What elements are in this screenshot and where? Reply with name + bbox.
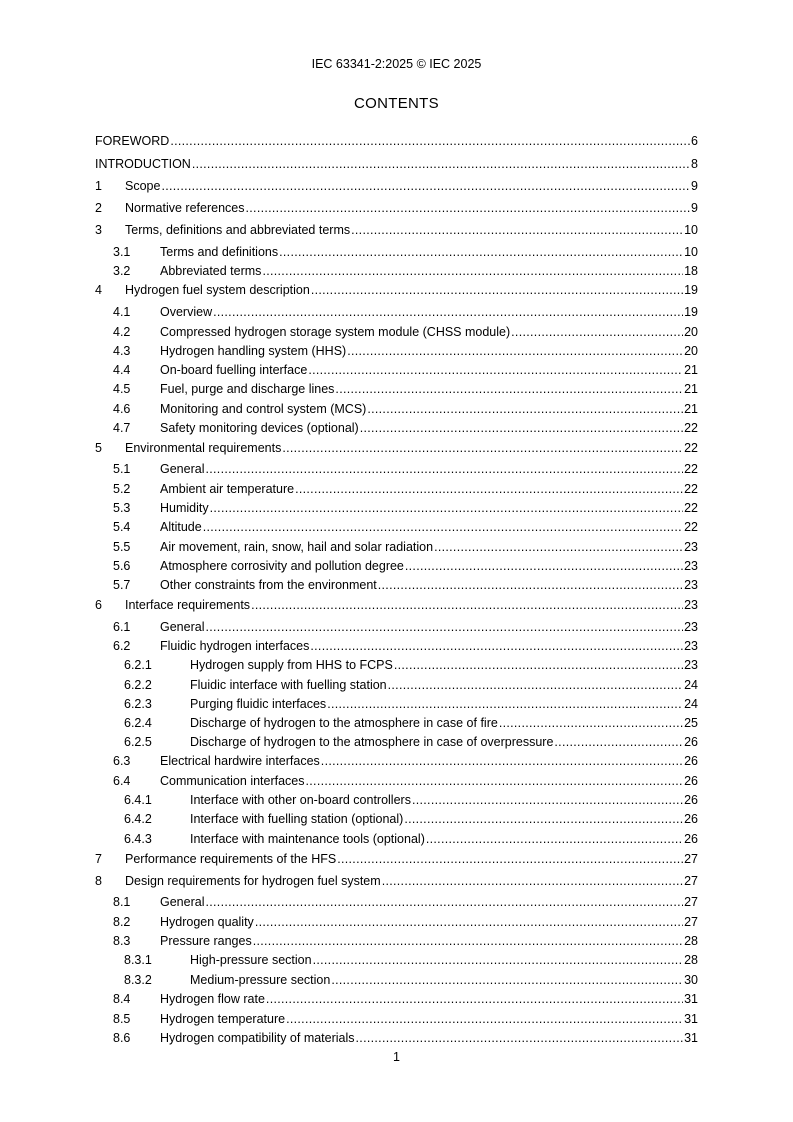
toc-entry[interactable] <box>113 753 698 769</box>
toc-entry[interactable] <box>113 914 698 930</box>
toc-entry-title: Abbreviated terms <box>160 264 262 278</box>
toc-leader-dots <box>313 952 684 968</box>
toc-leader-dots <box>426 831 683 847</box>
toc-entry-number: 5.7 <box>113 578 131 592</box>
toc-entry-page: 9 <box>691 179 698 193</box>
toc-entry-number: 5.6 <box>113 559 131 573</box>
toc-entry-page: 8 <box>691 157 698 171</box>
toc-entry-number: 2 <box>95 201 102 215</box>
toc-entry-title: Pressure ranges <box>160 934 252 948</box>
toc-entry[interactable] <box>95 178 698 194</box>
toc-entry-page: 23 <box>684 620 698 634</box>
toc-entry-number: 6.2 <box>113 639 131 653</box>
toc-entry[interactable] <box>95 873 698 889</box>
toc-leader-dots <box>378 577 683 593</box>
toc-leader-dots <box>279 244 683 260</box>
toc-entry-title: Scope <box>125 179 161 193</box>
toc-entry-number: 6.1 <box>113 620 131 634</box>
toc-entry[interactable] <box>113 1011 698 1027</box>
toc-entry-title: High-pressure section <box>190 953 312 967</box>
toc-entry-title: On-board fuelling interface <box>160 363 308 377</box>
toc-entry[interactable] <box>113 539 698 555</box>
toc-entry-page: 26 <box>684 793 698 807</box>
toc-entry[interactable] <box>124 952 698 968</box>
toc-leader-dots <box>262 263 683 279</box>
toc-entry-title: Hydrogen temperature <box>160 1012 286 1026</box>
toc-entry-number: 8.1 <box>113 895 131 909</box>
toc-entry-page: 10 <box>684 223 698 237</box>
page-title: CONTENTS <box>354 95 439 112</box>
toc-entry[interactable] <box>124 811 698 827</box>
toc-entry-number: 4.1 <box>113 305 131 319</box>
toc-entry-number: 8.3.2 <box>124 973 152 987</box>
toc-entry-number: 5.2 <box>113 482 131 496</box>
toc-entry-number: 3.1 <box>113 245 131 259</box>
toc-entry[interactable] <box>113 263 698 279</box>
toc-leader-dots <box>321 753 683 769</box>
toc-entry-number: 5 <box>95 441 102 455</box>
toc-entry-title: Humidity <box>160 501 209 515</box>
toc-entry-page: 22 <box>684 501 698 515</box>
toc-entry-page: 27 <box>684 895 698 909</box>
toc-entry-number: 5.4 <box>113 520 131 534</box>
toc-leader-dots <box>337 851 683 867</box>
toc-leader-dots <box>253 933 683 949</box>
toc-entry-title: Purging fluidic interfaces <box>190 697 327 711</box>
toc-entry[interactable] <box>113 577 698 593</box>
toc-entry-title: Electrical hardwire interfaces <box>160 754 320 768</box>
toc-entry[interactable] <box>124 792 698 808</box>
toc-leader-dots <box>251 597 683 613</box>
toc-leader-dots <box>282 440 683 456</box>
toc-entry-page: 23 <box>684 639 698 653</box>
toc-entry-number: 6.4.3 <box>124 832 152 846</box>
toc-entry-page: 24 <box>684 678 698 692</box>
toc-entry[interactable] <box>113 500 698 516</box>
toc-entry-page: 21 <box>684 382 698 396</box>
toc-entry-title: Discharge of hydrogen to the atmosphere in case of overpressure <box>190 735 554 749</box>
toc-entry-title: Hydrogen compatibility of materials <box>160 1031 355 1045</box>
toc-entry-title: FOREWORD <box>95 134 170 148</box>
toc-entry-title: Overview <box>160 305 213 319</box>
toc-entry[interactable] <box>95 440 698 456</box>
toc-entry-number: 8.3 <box>113 934 131 948</box>
toc-entry-page: 27 <box>684 915 698 929</box>
toc-entry-page: 30 <box>684 973 698 987</box>
toc-leader-dots <box>213 304 683 320</box>
toc-entry[interactable] <box>113 304 698 320</box>
toc-entry-title: Altitude <box>160 520 202 534</box>
toc-entry-title: Normative references <box>125 201 245 215</box>
toc-entry[interactable] <box>95 851 698 867</box>
toc-entry-page: 26 <box>684 774 698 788</box>
toc-entry-page: 23 <box>684 540 698 554</box>
toc-entry-page: 31 <box>684 1012 698 1026</box>
toc-entry-number: 3.2 <box>113 264 131 278</box>
toc-entry[interactable] <box>113 991 698 1007</box>
toc-leader-dots <box>170 133 690 149</box>
toc-entry[interactable] <box>95 156 698 172</box>
toc-entry[interactable] <box>95 200 698 216</box>
toc-entry-title: Air movement, rain, snow, hail and solar radiation <box>160 540 434 554</box>
toc-entry[interactable] <box>124 677 698 693</box>
toc-entry-number: 8.6 <box>113 1031 131 1045</box>
toc-leader-dots <box>404 811 683 827</box>
toc-entry[interactable] <box>113 638 698 654</box>
toc-entry-page: 26 <box>684 812 698 826</box>
toc-entry-page: 18 <box>684 264 698 278</box>
toc-entry-page: 22 <box>684 482 698 496</box>
toc-entry-title: Fluidic interface with fuelling station <box>190 678 387 692</box>
toc-entry[interactable] <box>113 773 698 789</box>
toc-entry-page: 31 <box>684 1031 698 1045</box>
toc-entry-page: 26 <box>684 832 698 846</box>
toc-leader-dots <box>434 539 683 555</box>
toc-leader-dots <box>394 657 683 673</box>
toc-entry-number: 6 <box>95 598 102 612</box>
toc-leader-dots <box>405 558 683 574</box>
toc-entry-number: 6.3 <box>113 754 131 768</box>
toc-entry[interactable] <box>113 420 698 436</box>
toc-entry-page: 22 <box>684 441 698 455</box>
toc-entry-number: 5.1 <box>113 462 131 476</box>
toc-entry[interactable] <box>124 657 698 673</box>
toc-leader-dots <box>511 324 683 340</box>
toc-entry-title: Ambient air temperature <box>160 482 295 496</box>
toc-entry-number: 6.4.1 <box>124 793 152 807</box>
toc-entry-page: 23 <box>684 559 698 573</box>
toc-entry-title: Interface with maintenance tools (optional) <box>190 832 425 846</box>
toc-entry[interactable] <box>113 244 698 260</box>
toc-entry[interactable] <box>124 734 698 750</box>
toc-entry[interactable] <box>95 133 698 149</box>
toc-entry-number: 6.4 <box>113 774 131 788</box>
toc-leader-dots <box>335 381 683 397</box>
toc-leader-dots <box>308 362 683 378</box>
toc-entry-number: 4 <box>95 283 102 297</box>
toc-entry[interactable] <box>113 481 698 497</box>
toc-leader-dots <box>286 1011 683 1027</box>
toc-entry-title: Fluidic hydrogen interfaces <box>160 639 310 653</box>
toc-entry-title: Hydrogen quality <box>160 915 254 929</box>
toc-entry-page: 26 <box>684 754 698 768</box>
toc-entry-number: 6.2.5 <box>124 735 152 749</box>
toc-entry-number: 4.4 <box>113 363 131 377</box>
toc-entry-title: General <box>160 462 205 476</box>
toc-entry-page: 27 <box>684 874 698 888</box>
toc-leader-dots <box>351 222 683 238</box>
toc-entry-title: Hydrogen handling system (HHS) <box>160 344 347 358</box>
toc-entry-title: General <box>160 620 205 634</box>
toc-entry-page: 28 <box>684 953 698 967</box>
page-number: 1 <box>393 1050 400 1064</box>
toc-entry-title: General <box>160 895 205 909</box>
toc-entry-page: 10 <box>684 245 698 259</box>
toc-entry-title: Atmosphere corrosivity and pollution degree <box>160 559 404 573</box>
toc-entry-number: 5.5 <box>113 540 131 554</box>
toc-entry[interactable] <box>113 619 698 635</box>
toc-entry-number: 1 <box>95 179 102 193</box>
toc-entry-page: 26 <box>684 735 698 749</box>
toc-entry-number: 4.6 <box>113 402 131 416</box>
toc-entry-number: 8.2 <box>113 915 131 929</box>
toc-entry-number: 6.2.4 <box>124 716 152 730</box>
toc-entry-page: 25 <box>684 716 698 730</box>
toc-leader-dots <box>310 638 683 654</box>
toc-entry-title: Performance requirements of the HFS <box>125 852 337 866</box>
toc-leader-dots <box>266 991 683 1007</box>
toc-entry-number: 6.2.3 <box>124 697 152 711</box>
toc-entry-number: 7 <box>95 852 102 866</box>
toc-entry-title: Medium-pressure section <box>190 973 331 987</box>
toc-leader-dots <box>205 619 683 635</box>
toc-entry[interactable] <box>124 831 698 847</box>
toc-entry-page: 27 <box>684 852 698 866</box>
toc-entry-page: 23 <box>684 578 698 592</box>
toc-entry-page: 24 <box>684 697 698 711</box>
toc-entry-number: 4.5 <box>113 382 131 396</box>
toc-leader-dots <box>331 972 683 988</box>
toc-entry-title: Terms, definitions and abbreviated terms <box>125 223 351 237</box>
toc-entry[interactable] <box>113 343 698 359</box>
toc-entry-page: 20 <box>684 325 698 339</box>
toc-leader-dots <box>388 677 683 693</box>
toc-entry[interactable] <box>113 381 698 397</box>
toc-entry-number: 4.2 <box>113 325 131 339</box>
toc-entry[interactable] <box>124 972 698 988</box>
toc-entry-page: 22 <box>684 421 698 435</box>
toc-entry-number: 6.2.1 <box>124 658 152 672</box>
toc-entry-title: INTRODUCTION <box>95 157 191 171</box>
toc-entry[interactable] <box>113 324 698 340</box>
toc-leader-dots <box>295 481 683 497</box>
toc-entry-page: 28 <box>684 934 698 948</box>
toc-entry[interactable] <box>113 558 698 574</box>
toc-leader-dots <box>554 734 683 750</box>
toc-leader-dots <box>311 282 683 298</box>
toc-leader-dots <box>347 343 683 359</box>
toc-entry[interactable] <box>124 715 698 731</box>
document-header: IEC 63341-2:2025 © IEC 2025 <box>311 57 482 71</box>
toc-leader-dots <box>205 461 683 477</box>
toc-entry[interactable] <box>113 362 698 378</box>
toc-entry-page: 20 <box>684 344 698 358</box>
toc-entry-title: Interface with fuelling station (optional) <box>190 812 404 826</box>
toc-entry-page: 22 <box>684 462 698 476</box>
toc-entry-page: 19 <box>684 283 698 297</box>
toc-entry-title: Other constraints from the environment <box>160 578 377 592</box>
toc-entry-page: 6 <box>691 134 698 148</box>
toc-entry-number: 8 <box>95 874 102 888</box>
toc-entry-title: Environmental requirements <box>125 441 282 455</box>
toc-entry[interactable] <box>113 894 698 910</box>
toc-entry[interactable] <box>113 401 698 417</box>
toc-entry-page: 21 <box>684 402 698 416</box>
toc-entry-page: 23 <box>684 598 698 612</box>
toc-entry[interactable] <box>113 519 698 535</box>
toc-entry-page: 31 <box>684 992 698 1006</box>
toc-leader-dots <box>306 773 684 789</box>
toc-entry-number: 6.2.2 <box>124 678 152 692</box>
toc-leader-dots <box>246 200 691 216</box>
toc-entry[interactable] <box>113 1030 698 1046</box>
toc-entry-title: Monitoring and control system (MCS) <box>160 402 367 416</box>
toc-entry-title: Interface with other on-board controllers <box>190 793 411 807</box>
toc-entry-number: 6.4.2 <box>124 812 152 826</box>
toc-entry-title: Interface requirements <box>125 598 251 612</box>
toc-leader-dots <box>499 715 683 731</box>
toc-entry-page: 21 <box>684 363 698 377</box>
toc-leader-dots <box>210 500 683 516</box>
toc-entry-page: 19 <box>684 305 698 319</box>
toc-entry-number: 4.3 <box>113 344 131 358</box>
toc-leader-dots <box>367 401 683 417</box>
toc-entry-title: Hydrogen supply from HHS to FCPS <box>190 658 393 672</box>
toc-entry-number: 4.7 <box>113 421 131 435</box>
toc-entry-page: 9 <box>691 201 698 215</box>
toc-entry-page: 22 <box>684 520 698 534</box>
toc-entry-number: 3 <box>95 223 102 237</box>
toc-entry-title: Hydrogen fuel system description <box>125 283 310 297</box>
toc-entry-title: Fuel, purge and discharge lines <box>160 382 335 396</box>
toc-leader-dots <box>205 894 683 910</box>
toc-entry-title: Hydrogen flow rate <box>160 992 265 1006</box>
toc-entry-title: Design requirements for hydrogen fuel system <box>125 874 381 888</box>
toc-entry-number: 5.3 <box>113 501 131 515</box>
toc-entry-title: Compressed hydrogen storage system module (CHSS module) <box>160 325 511 339</box>
toc-entry[interactable] <box>95 597 698 613</box>
toc-entry-title: Communication interfaces <box>160 774 305 788</box>
toc-entry-title: Safety monitoring devices (optional) <box>160 421 359 435</box>
toc-leader-dots <box>382 873 683 889</box>
toc-leader-dots <box>360 420 683 436</box>
toc-entry[interactable] <box>95 282 698 298</box>
toc-entry[interactable] <box>113 461 698 477</box>
toc-leader-dots <box>412 792 683 808</box>
toc-entry-number: 8.3.1 <box>124 953 152 967</box>
toc-entry-title: Discharge of hydrogen to the atmosphere in case of fire <box>190 716 498 730</box>
toc-leader-dots <box>356 1030 684 1046</box>
toc-leader-dots <box>192 156 690 172</box>
toc-entry[interactable] <box>95 222 698 238</box>
toc-entry-number: 8.5 <box>113 1012 131 1026</box>
toc-entry-title: Terms and definitions <box>160 245 279 259</box>
toc-leader-dots <box>161 178 690 194</box>
toc-entry-number: 8.4 <box>113 992 131 1006</box>
toc-entry-page: 23 <box>684 658 698 672</box>
toc-leader-dots <box>255 914 683 930</box>
toc-leader-dots <box>203 519 683 535</box>
toc-leader-dots <box>327 696 683 712</box>
toc-entry[interactable] <box>124 696 698 712</box>
toc-entry[interactable] <box>113 933 698 949</box>
